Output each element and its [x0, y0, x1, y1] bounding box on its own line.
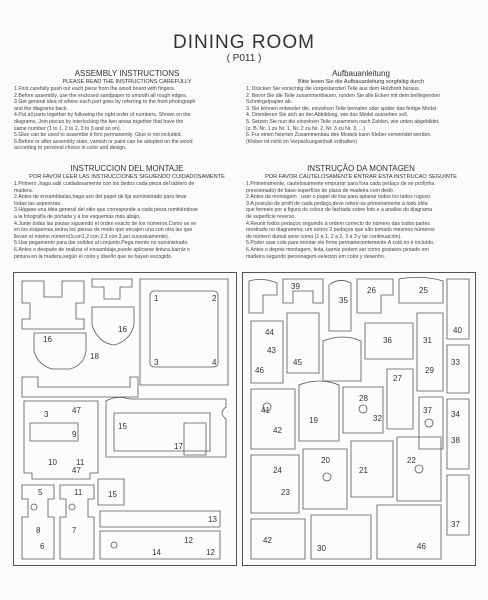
spanish-subheading: POR FAVOR LEER LAS INSTRUCCIONES SIGUIENDO CUIDADOSAMENTE [29, 173, 225, 180]
part-number: 3 [154, 358, 159, 367]
spanish-step: todas las asperezas. [14, 200, 62, 207]
spanish-step: 1.Primero ,haga salir cuidadosamente con los dedos cada pieza del tablero de [14, 181, 195, 187]
part-number: 20 [321, 456, 330, 465]
portuguese-step: 5.Poder usar cola para montar ele firme permanecentemente.A colá no é incluído. [246, 240, 435, 247]
german-steps [246, 86, 476, 145]
part-number: 42 [273, 426, 282, 435]
part-number: 11 [76, 458, 85, 467]
english-subheading: PLEASE READ THE INSTRUCTIONS CAREFULLY [62, 78, 192, 85]
english-steps [14, 86, 240, 152]
portuguese-step: 6.Antes o depois montagem, tinta, barniz podem ser como gostares pintado em [246, 246, 429, 253]
english-step: 6.Before or after assembly stain, varnish or paint can be adopted on the wood [14, 138, 193, 145]
part-number: 28 [359, 394, 368, 403]
english-step: according to personal choice in color and design. [14, 145, 127, 152]
part-number: 16 [118, 325, 127, 334]
part-number: 10 [48, 458, 57, 467]
english-step: 1.First,carefully push out each piece from the wood board with fingers. [14, 86, 176, 92]
part-number: 1 [154, 294, 159, 303]
part-number: 30 [317, 544, 326, 553]
german-instructions [246, 70, 476, 145]
german-step: 2. Bevor Sie die Teile zusammenbauen, runden Sie alle Ecken mit dem beiliegenden [246, 92, 440, 99]
part-number: 37 [423, 406, 432, 415]
part-number: 46 [417, 542, 426, 551]
portuguese-step: 3.A posição de profil de cada pedaço,deve referir-se primeiramente à todo idéa [246, 200, 428, 207]
english-step: and the diagrams back. [14, 105, 68, 112]
german-step: 6. Fur einen fixierten Zusammenbau des Models kann Kleber verwendet werden. [246, 132, 432, 139]
english-step: 5.Glue can be used to assemble it firm permanently. Glue is not included. [14, 132, 183, 139]
part-number: 9 [72, 430, 77, 439]
english-instructions [14, 70, 240, 152]
portuguese-step: madeira segundo personagem-selecion em color y desenho. [246, 253, 386, 260]
part-number: 40 [453, 326, 462, 335]
part-number: 46 [255, 366, 264, 375]
part-number: 16 [43, 335, 52, 344]
part-number: 19 [309, 416, 318, 425]
portuguese-step: 2.Antes da montagem , usar o papel de lixa para aplanar todos los lados rugoso. [246, 194, 432, 201]
part-number: 6 [40, 542, 45, 551]
english-heading: ASSEMBLY INSTRUCTIONS [74, 69, 180, 78]
part-number: 17 [174, 442, 183, 451]
spanish-step: 2.Antes de ensamblarlas,haga uso del papel de lija suministrado para limar [14, 194, 187, 201]
part-number: 44 [265, 328, 274, 337]
portuguese-step: pressionado) de base-superfície de placa de madeira com dedo. [246, 187, 395, 194]
part-number: 25 [419, 286, 428, 295]
part-number: 29 [425, 366, 434, 375]
part-number: 11 [74, 488, 83, 497]
part-number: 3 [44, 410, 49, 419]
portuguese-step: mostrado no diagramma; um estros 2 pedaços que são tomado mesmos números [246, 227, 435, 234]
german-heading: Aufbauanleitung [332, 69, 390, 78]
portuguese-subheading: POR FAVOR CAUTELOSAMENTE ENTRAR ESTA INSTRUCAO SEGUINTE [265, 173, 457, 180]
part-number: 8 [36, 526, 41, 535]
part-number: 39 [291, 282, 300, 291]
portuguese-step: 4.Reunir todos pedaços seguindo à ordem correcto do número das todos partes [246, 220, 430, 227]
spanish-step: madera. [14, 187, 34, 194]
part-number: 41 [261, 406, 270, 415]
spanish-step: en los esquemas,reúna los piezas de modo que encajen una con otra las que [14, 227, 193, 234]
part-number: 2 [212, 294, 217, 303]
german-subheading: Bitte lesen Sie die Aufbauanleitung sorgfaltig durch [297, 78, 425, 85]
part-number: 13 [208, 515, 217, 524]
english-step: same number (1 to 1, 2 to 2, 3 to 3 and so on). [14, 125, 121, 132]
part-number: 4 [212, 358, 217, 367]
german-step: 4. Orientieren Sie sich an der Abbildung, wie das Model aussehen soll. [246, 112, 409, 119]
part-number: 35 [339, 296, 348, 305]
spanish-instructions [14, 165, 240, 260]
english-step: 2.Before assembly, use the enclosed sandpaper to smooth all rough edges. [14, 92, 188, 99]
german-step: Schmirgelpapier ab. [246, 99, 293, 106]
part-number: 22 [407, 456, 416, 465]
product-code: ( P011 ) [226, 53, 262, 64]
part-number: 12 [206, 548, 215, 557]
english-step: diagrams, Join pieces by interlocking the two areas together that have the [14, 118, 184, 125]
part-number: 26 [367, 286, 376, 295]
german-step: 3. Sie können entweder die, einzelnen Teile bemalen oder später das fertige Model. [246, 105, 438, 112]
part-number: 23 [281, 488, 290, 497]
portuguese-steps [246, 181, 476, 260]
portuguese-step: de superfície reverso. [246, 213, 296, 220]
part-number: 45 [293, 358, 302, 367]
part-number: 43 [267, 346, 276, 355]
english-step: 4.Put all parts together by following the right order of numbers. Shown on the [14, 112, 191, 119]
spanish-step: 3.Hágase una idea general del sitio que corresponde a cada pieza remitiéndose [14, 207, 198, 214]
part-number: 33 [451, 358, 460, 367]
part-number: 37 [451, 520, 460, 529]
part-number: 18 [90, 352, 99, 361]
spanish-step: 6.Antes o después de realizar el ensamblaje,puede aplicarse tintura,barniz o [14, 246, 190, 253]
parts-diagram-left [14, 273, 236, 565]
spanish-step: a la fotografía de portada y a los esquemas más abajo. [14, 213, 141, 220]
portuguese-step: 1.Primeiramente, cautelosamente empurrar para fora cada pedaço de se prof(nha [246, 181, 435, 187]
part-number: 27 [393, 374, 402, 383]
part-number: 7 [72, 526, 77, 535]
part-number: 42 [263, 536, 272, 545]
page-title: DINING ROOM [173, 32, 315, 53]
spanish-step: 4.Junte todas las piezas siguiendo el orden exacto de los números.Como se ve [14, 220, 197, 227]
spanish-step: llevan el mismo número(1con1,2 con 2,3 con 3,así sucesivamente). [14, 233, 170, 240]
part-number: 12 [184, 536, 193, 545]
portuguese-step: de número dumal serie coma (1 a 1, 2 a 2, 3 a 3 y lar continuación). [246, 233, 402, 240]
part-number: 38 [451, 436, 460, 445]
part-number: 47 [72, 406, 81, 415]
portuguese-instructions [246, 165, 476, 260]
portuguese-step: que formeis por a figura do colour de fachada sobre foto e a analise do diagrama [246, 207, 433, 214]
spanish-step: 5.Use pegamento para dar solidez al conjunto.Pega mento no suministrado. [14, 240, 189, 247]
part-number: 47 [72, 466, 81, 475]
part-number: 34 [451, 410, 460, 419]
spanish-step: pintura en la madera,según el color y diseño que se hayan escogido. [14, 253, 173, 260]
german-step: (z. B. Nr. 1 zu Nr. 1, Nr. 2 zu Nr. 2, Nr. 3 zu Nr. 3, ...) [246, 125, 366, 132]
portuguese-heading: INSTRUÇÃO DA MONTAGEN [307, 164, 415, 173]
part-number: 15 [118, 422, 127, 431]
german-step: 1. Drücken Sie vorsichtig die vorgestanzten Teile aus dem Holzbrett heraus. [246, 86, 421, 92]
parts-diagram-right [243, 273, 475, 565]
spanish-steps [14, 181, 240, 260]
spanish-heading: INSTRUCCION DEL MONTAJE [70, 164, 184, 173]
part-number: 36 [383, 336, 392, 345]
english-step: 3.Get general idea of where each part goes by referring to the front photograph [14, 99, 196, 106]
part-number: 32 [373, 414, 382, 423]
part-number: 24 [273, 466, 282, 475]
part-number: 31 [423, 336, 432, 345]
parts-sheet-right [242, 272, 476, 566]
part-number: 15 [108, 490, 117, 499]
part-number: 21 [359, 466, 368, 475]
part-number: 5 [38, 488, 43, 497]
parts-sheet-left [13, 272, 237, 566]
german-step: (Kleber ist nicht im Verpackungsinhalt enthalten) [246, 138, 358, 145]
german-step: 5. Setzen Sie nun die einzelnen Teile zusammen nach Zahlen, wie unten abgebildet. [246, 118, 440, 125]
part-number: 14 [152, 548, 161, 557]
